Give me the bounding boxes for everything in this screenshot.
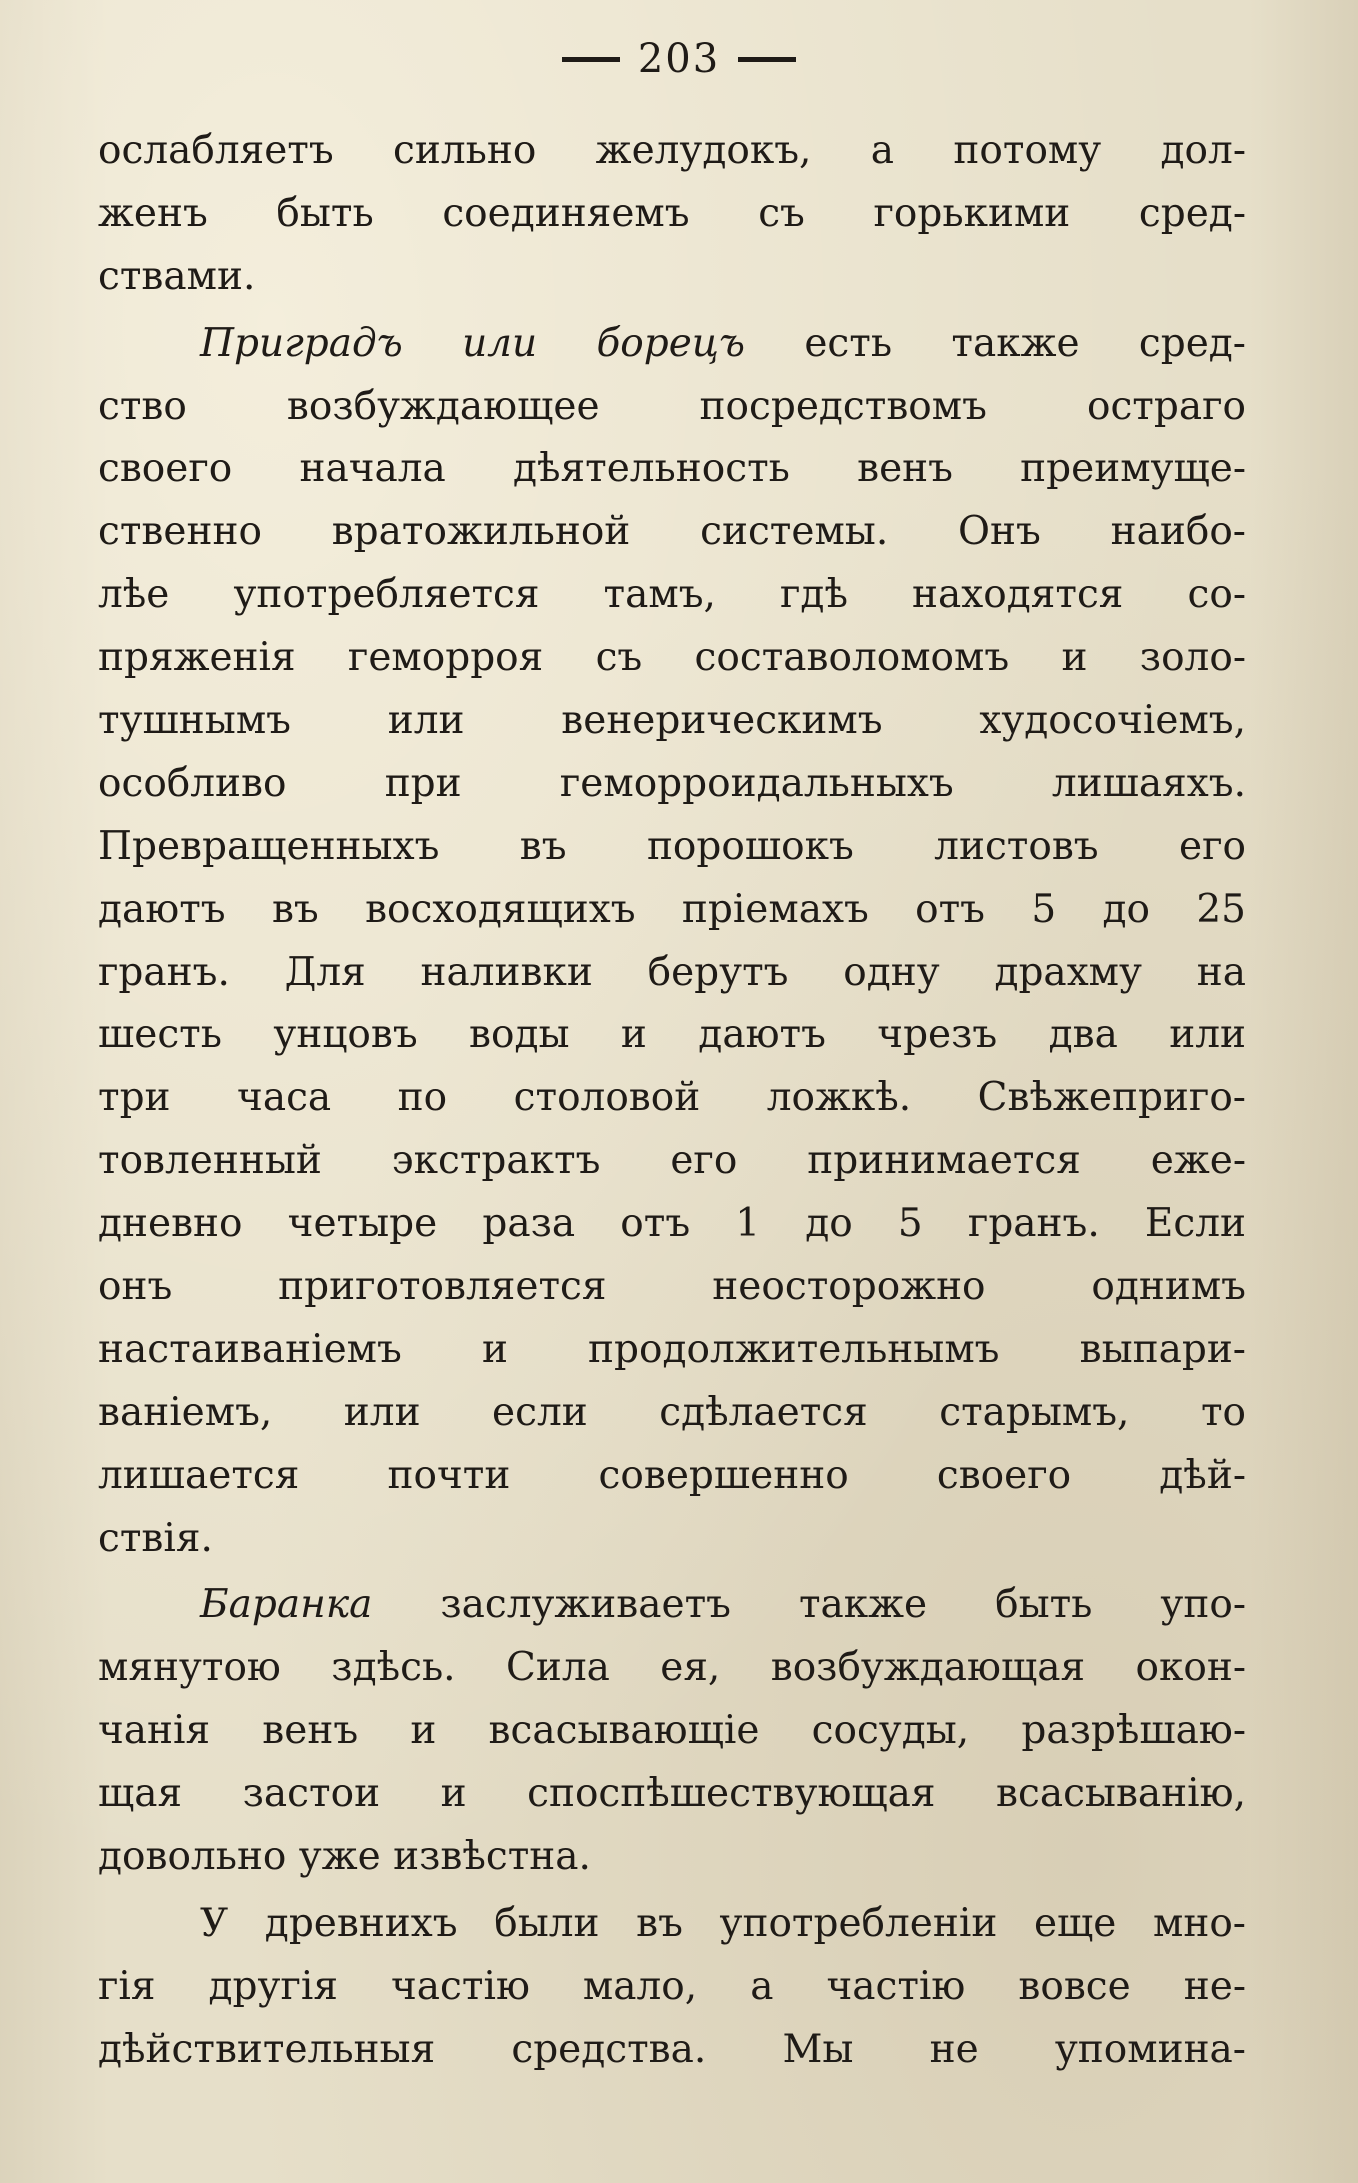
text-line — [98, 942, 1246, 1005]
line-text: особливо при геморроидальныхъ лишаяхъ. — [98, 760, 1246, 806]
text-line — [98, 1893, 1246, 1956]
line-text: гія другія частію мало, а частію вовсе не- — [98, 1963, 1246, 2009]
line-text: ослабляетъ сильно желудокъ, а потому дол- — [98, 128, 1246, 173]
text-line — [98, 1382, 1246, 1445]
line-text: есть также сред- — [745, 320, 1246, 366]
text-line — [98, 1193, 1246, 1256]
text-line — [98, 1067, 1246, 1130]
text-line — [98, 376, 1246, 439]
line-text: Превращенныхъ въ порошокъ листовъ его — [98, 823, 1246, 869]
line-text: ваніемъ, или если сдѣлается старымъ, то — [98, 1389, 1246, 1435]
paragraph — [98, 313, 1246, 1571]
text-line — [98, 313, 1246, 376]
text-line — [98, 501, 1246, 564]
text-line — [98, 120, 1246, 183]
paragraph — [98, 1574, 1246, 1888]
text-line — [98, 1256, 1246, 1319]
text-line — [98, 1763, 1246, 1826]
body-text — [98, 120, 1246, 2082]
text-line — [98, 1700, 1246, 1763]
text-line — [98, 627, 1246, 690]
text-line — [98, 816, 1246, 879]
line-text: ственно вратожильной системы. Онъ наибо- — [98, 509, 1246, 555]
line-text: тушнымъ или венерическимъ худосочіемъ, — [98, 698, 1246, 744]
text-line — [98, 1445, 1246, 1508]
text-line — [98, 1826, 1246, 1889]
line-text: ство возбуждающее посредствомъ остраго — [98, 383, 1246, 429]
italic-term: Приградъ или борецъ — [200, 320, 746, 366]
line-text: лѣе употребляется тамъ, гдѣ находятся со- — [98, 572, 1246, 618]
line-text: дневно четыре раза отъ 1 до 5 гранъ. Если — [98, 1201, 1246, 1247]
text-line — [98, 1004, 1246, 1067]
text-line — [98, 690, 1246, 753]
text-line — [98, 1130, 1246, 1193]
left-dash — [562, 57, 620, 62]
line-text: шесть унцовъ воды и даютъ чрезъ два или — [98, 1012, 1246, 1058]
line-text: даютъ въ восходящихъ пріемахъ отъ 5 до 25 — [98, 886, 1246, 932]
page-number: 203 — [637, 36, 721, 82]
text-line — [98, 2019, 1246, 2082]
line-text: заслуживаетъ также быть упо- — [372, 1582, 1246, 1628]
text-line — [98, 1637, 1246, 1700]
paragraph — [98, 1893, 1246, 2082]
line-text: онъ приготовляется неосторожно однимъ — [98, 1264, 1246, 1310]
line-text: лишается почти совершенно своего дѣй- — [98, 1452, 1246, 1498]
line-text: женъ быть соединяемъ съ горькими сред- — [98, 190, 1246, 236]
line-text: товленный экстрактъ его принимается еже- — [98, 1138, 1246, 1184]
line-text: гранъ. Для наливки берутъ одну драхму на — [98, 949, 1246, 995]
line-text: чанія венъ и всасывающіе сосуды, разрѣшаю- — [98, 1708, 1246, 1754]
text-line — [98, 1574, 1246, 1637]
line-text: ствами. — [98, 253, 256, 299]
italic-term: Баранка — [200, 1582, 373, 1628]
page-number-header — [0, 36, 1358, 82]
line-text: У древнихъ были въ употребленіи еще мно- — [200, 1900, 1246, 1946]
line-text: три часа по столовой ложкѣ. Свѣжеприго- — [98, 1075, 1246, 1121]
line-text: ствія. — [98, 1515, 213, 1561]
text-line — [98, 564, 1246, 627]
line-text: довольно уже извѣстна. — [98, 1834, 591, 1880]
line-text: своего начала дѣятельность венъ преимуще- — [98, 446, 1246, 492]
line-text: пряженія геморроя съ составоломомъ и золо- — [98, 635, 1246, 681]
line-text: дѣйствительныя средства. Мы не упомина- — [98, 2026, 1246, 2072]
paragraph — [98, 120, 1246, 309]
text-line — [98, 438, 1246, 501]
text-line — [98, 1319, 1246, 1382]
line-text: настаиваніемъ и продолжительнымъ выпари- — [98, 1326, 1246, 1372]
text-line — [98, 753, 1246, 816]
text-line — [98, 246, 1246, 309]
right-dash — [738, 57, 796, 62]
text-line — [98, 1508, 1246, 1571]
line-text: мянутою здѣсь. Сила ея, возбуждающая окон- — [98, 1645, 1246, 1691]
text-line — [98, 183, 1246, 246]
line-text: щая застои и споспѣшествующая всасыванію, — [98, 1771, 1246, 1817]
text-line — [98, 1956, 1246, 2019]
text-line — [98, 879, 1246, 942]
